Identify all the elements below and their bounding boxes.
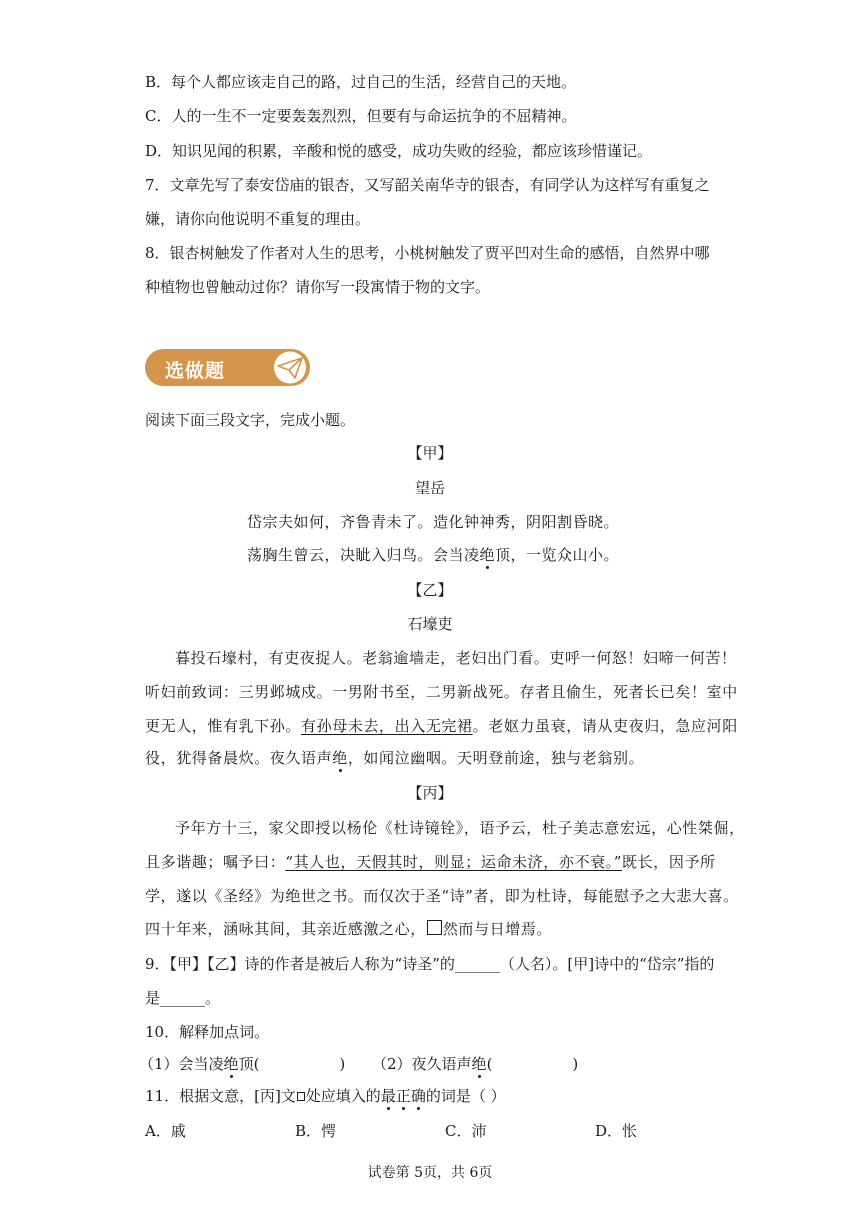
passage-bing-line4: 四十年来，涵咏其间，其亲近感激之心， 然而与日增焉。 [145, 920, 553, 938]
option-c: C．人的一生不一定要轰轰烈烈，但要有与命运抗争的不屈精神。 [145, 107, 577, 125]
passage-bing-line3: 学，遂以《圣经》为绝世之书。而仅次于圣“诗”者，即为杜诗，每能慰予之大悲大喜。 [145, 887, 739, 905]
choice-d[interactable]: D．怅 [595, 1122, 638, 1140]
question-10-part2: （2）夜久语声绝( ) [372, 1055, 579, 1073]
question-9-line2: 是______。 [145, 989, 221, 1007]
blank-box [297, 1092, 305, 1101]
choice-a[interactable]: A．戚 [145, 1122, 186, 1140]
underlined-quote: “其人也，天假其时，则显；运命未济，亦不衰。” [285, 853, 623, 871]
option-b: B．每个人都应该走自己的路，过自己的生活，经营自己的天地。 [145, 73, 577, 91]
choice-c[interactable]: C．沛 [445, 1122, 487, 1140]
passage-bing-marker: 【丙】 [407, 784, 453, 802]
dotted-char: 最 [380, 1087, 396, 1105]
passage-yi-line1: 暮投石壕村，有吏夜捉人。老翁逾墙走，老妇出门看。吏呼一何怒！妇啼一何苦！ [175, 649, 737, 667]
passage-yi-line4: 役，犹得备晨炊。夜久语声绝，如闻泣幽咽。天明登前途，独与老翁别。 [145, 749, 645, 767]
poem-jia-line1: 岱宗夫如何，齐鲁青未了。造化钟神秀，阴阳割昏晓。 [247, 513, 620, 531]
blank-box [427, 920, 442, 935]
page-footer: 试卷第 5页，共 6页 [367, 1165, 493, 1181]
question-10-stem: 10．解释加点词。 [145, 1023, 270, 1041]
poem-jia-line2: 荡胸生曾云，决眦入归鸟。会当凌绝顶，一览众山小。 [247, 546, 620, 564]
dotted-char: 绝 [332, 749, 348, 767]
dotted-char: 绝 [479, 546, 496, 564]
dotted-char: 正 [395, 1087, 411, 1105]
underlined-sentence: 有孙母未去，出入无完裙 [301, 717, 473, 735]
dotted-char: 绝 [223, 1055, 239, 1073]
poem-title-shihaoli: 石壕吏 [407, 615, 453, 633]
choice-b[interactable]: B．愕 [295, 1122, 337, 1140]
section-badge [145, 349, 310, 386]
question-8-line2: 种植物也曾触动过你？请你写一段寓情于物的文字。 [145, 278, 491, 296]
passage-bing-line2: 且多谐趣；嘱予曰：“其人也，天假其时，则显；运命未济，亦不衰。”既长，因予所 [145, 853, 716, 871]
passage-yi-line3: 更无人，惟有乳下孙。有孙母未去，出入无完裙。老妪力虽衰，请从吏夜归，急应河阳 [145, 717, 738, 735]
badge-label: 选做题 [165, 360, 226, 382]
question-8-line1: 8．银杏树触发了作者对人生的思考，小桃树触发了贾平凹对生命的感悟，自然界中哪 [145, 244, 710, 262]
option-d: D．知识见闻的积累，辛酸和悦的感受，成功失败的经验，都应该珍惜谨记。 [145, 142, 653, 160]
passage-yi-marker: 【乙】 [407, 581, 453, 599]
question-7-line2: 嫌，请你向他说明不重复的理由。 [145, 210, 371, 228]
dotted-char: 绝 [471, 1055, 487, 1073]
question-7-line1: 7．文章先写了泰安岱庙的银杏，又写韶关南华寺的银杏，有同学认为这样写有重复之 [145, 176, 710, 194]
poem-title-wangyue: 望岳 [414, 479, 445, 497]
dotted-char: 确 [410, 1087, 426, 1105]
passage-bing-line1: 予年方十三，家父即授以杨伦《杜诗镜铨》，语予云，杜子美志意宏远，心性桀倔， [175, 819, 745, 837]
question-10-part1: （1）会当凌绝顶( ) [139, 1055, 346, 1073]
question-9-line1: 9．【甲】【乙】诗的作者是被后人称为“诗圣”的______（人名）。[甲]诗中的“岱宗”指的 [145, 955, 715, 973]
passage-jia-marker: 【甲】 [407, 444, 453, 462]
reading-intro: 阅读下面三段文字，完成小题。 [145, 411, 356, 429]
question-11-stem: 11．根据文意，[丙]文 处应填入的最正确的词是（ ） [145, 1087, 506, 1105]
passage-yi-line2: 听妇前致词：三男邺城戍。一男附书至，二男新战死。存者且偷生，死者长已矣！室中 [145, 683, 738, 701]
